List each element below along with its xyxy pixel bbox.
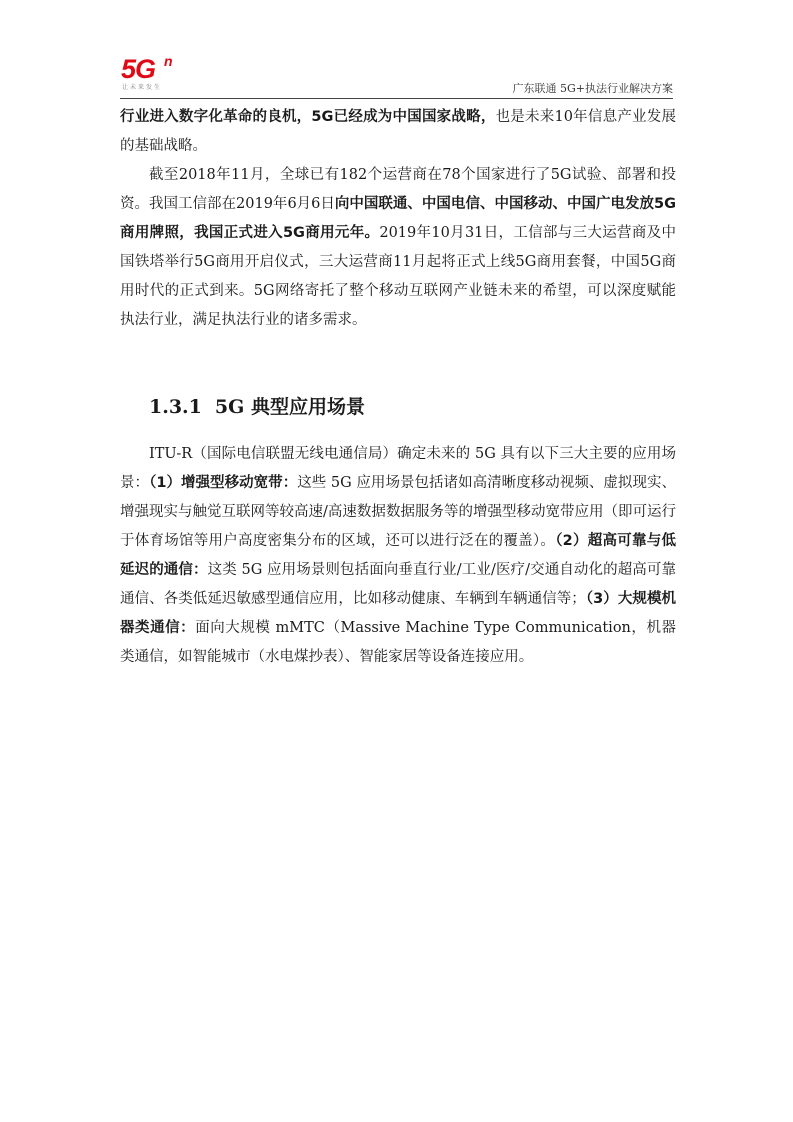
header-divider (120, 98, 673, 99)
bold-phrase: （3）大规模机器类通信： (120, 591, 677, 636)
bold-phrase: （2）超高可靠与低延迟的通信： (120, 533, 677, 578)
text-run: 面向大规模 mMTC（Massive Machine Type Communication，机器类通信，如智能城市（水电煤抄表）、智能家居等设备连接应用。 (120, 620, 676, 665)
text-run: 这些 5G 应用场景包括诸如高清晰度移动视频、虚拟现实、增强现实与触觉互联网等较高速/高速数据数据服务等的增强型移动宽带应用（即可运行于体育场馆等用户高度密集分布的区域，还可以进行泛在的覆盖）。 (120, 475, 676, 549)
bold-phrase: 向中国联通、中国电信、中国移动、中国广电发放5G商用牌照，我国正式进入5G商用元年。 (120, 196, 676, 241)
section-heading (149, 394, 676, 420)
text-run: 截至2018年11月，全球已有182个运营商在78个国家进行了5G试验、部署和投资。我国工信部在2019年6月6日 (120, 167, 676, 212)
text-run: 也是未来10年信息产业发展的基础战略。 (120, 109, 676, 154)
page-header (120, 52, 673, 98)
brand-logo (120, 54, 190, 94)
paragraph-5g-licensing (120, 161, 676, 335)
paragraph-continuation (120, 103, 676, 161)
text-run: 2019年10月31日，工信部与三大运营商及中国铁塔举行5G商用开启仪式，三大运营商11月起将正式上线5G商用套餐，中国5G商用时代的正式到来。5G网络寄托了整个移动互联网产业链未来的希望，可以深度赋能执法行业，满足执法行业的诸多需求。 (120, 225, 676, 328)
text-run: 这类 5G 应用场景则包括面向垂直行业/工业/医疗/交通自动化的超高可靠通信、各类低延迟敏感型通信应用，比如移动健康、车辆到车辆通信等； (120, 562, 676, 607)
bold-phrase: （1）增强型移动宽带： (149, 475, 298, 491)
document-title: 广东联通 5G+执法行业解决方案 (512, 82, 673, 95)
logo-tagline: 让未来发生 (122, 84, 163, 91)
section-title: 5G 典型应用场景 (214, 396, 365, 418)
page-content (120, 103, 676, 672)
paragraph-application-scenarios (120, 440, 676, 672)
bold-phrase: 行业进入数字化革命的良机，5G已经成为中国国家战略， (120, 109, 496, 125)
logo-superscript: n (164, 53, 173, 69)
logo-mark: 5G (121, 54, 156, 84)
text-run: ITU-R（国际电信联盟无线电通信局）确定未来的 5G 具有以下三大主要的应用场景： (120, 446, 676, 491)
section-number: 1.3.1 (149, 396, 202, 418)
spacer (120, 420, 676, 440)
